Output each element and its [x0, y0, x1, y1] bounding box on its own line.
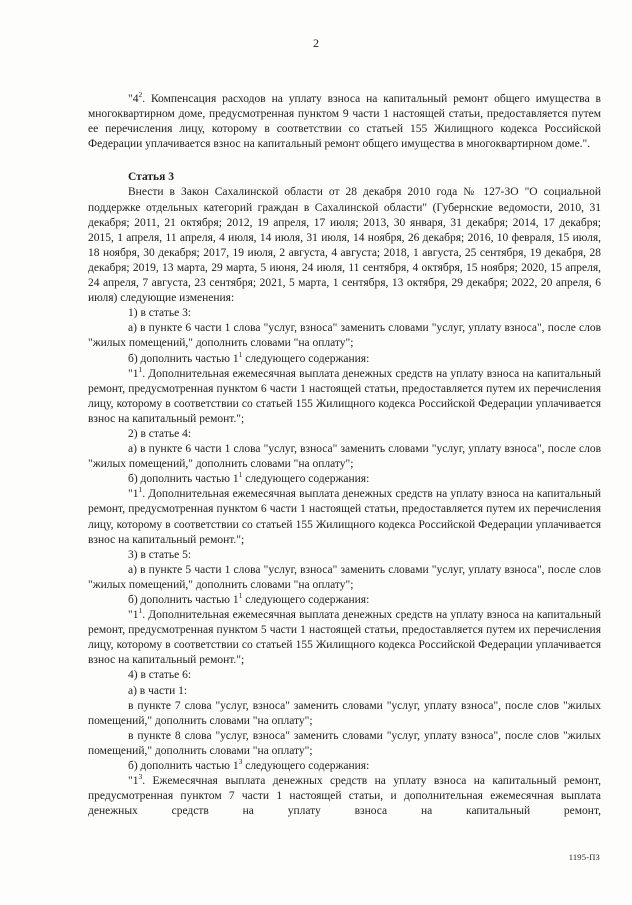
- superscript-mark: 1: [138, 364, 143, 374]
- superscript-mark: 1: [238, 470, 243, 480]
- superscript-mark: 1: [138, 606, 143, 616]
- list-item-article-6: 4) в статье 6:: [128, 669, 192, 682]
- superscript-mark: 1: [138, 485, 143, 495]
- superscript-mark: 1: [238, 591, 243, 601]
- list-item-article-5: 3) в статье 5:: [128, 548, 192, 561]
- paragraph-article-3-b: б) дополнить частью $1^1$ следующего содержания:: [128, 349, 370, 365]
- superscript-mark: 1: [238, 349, 243, 359]
- superscript-mark: 3: [138, 772, 143, 782]
- list-item-part-1: а) в части 1:: [128, 684, 188, 697]
- paragraph-article-5-b: б) дополнить частью $1^1$ следующего содержания:: [128, 591, 370, 606]
- paragraph-article-4-quote: "$1^1$. Дополнительная ежемесячная выплата денежных средств на уплату взноса на капитальный ремонт, предусмотренная пунктом 6 части 1 настоящей статьи, предоставляется путем их перечисления лицу, которому в соответствии со статьей 155 Жилищного кодекса Российской Федерации уплачивается взнос на капитальный ремонт.";: [88, 485, 601, 546]
- list-item-article-4: 2) в статье 4:: [128, 427, 192, 440]
- paragraph-article-5-quote: "$1^1$. Дополнительная ежемесячная выплата денежных средств на уплату взноса на капитальный ремонт, предусмотренная пунктом 5 части 1 настоящей статьи, предоставляется путем их перечисления лицу, которому в соответствии со статьей 155 Жилищного кодекса Российской Федерации уплачивается взнос на капитальный ремонт.";: [88, 606, 601, 667]
- paragraph-article-3-a: а) в пункте 6 части 1 слова "услуг, взноса" заменить словами "услуг, уплату взноса", после слов "жилых помещений," дополнить словами "на оплату";: [88, 322, 601, 350]
- paragraph-article-4-a: а) в пункте 6 части 1 слова "услуг, взноса" заменить словами "услуг, уплату взноса", после слов "жилых помещений," дополнить словами "на оплату";: [88, 443, 601, 471]
- list-item-article-3: 1) в статье 3:: [128, 307, 192, 320]
- paragraph-gap: [88, 152, 601, 170]
- paragraph-article-4-b: б) дополнить частью $1^1$ следующего содержания:: [128, 470, 370, 486]
- document-body: [88, 92, 601, 819]
- superscript-mark: 2: [138, 90, 143, 100]
- paragraph-point-7: в пункте 7 слова "услуг, взноса" заменить словами "услуг, уплату взноса", после слов "жилых помещений," дополнить словами "на оплату";: [88, 699, 601, 727]
- paragraph-article-6-b: б) дополнить частью $1^3$ следующего содержания:: [128, 757, 370, 773]
- superscript-mark: 3: [238, 757, 243, 767]
- paragraph-article-6-quote: "$1^3$. Ежемесячная выплата денежных средств на уплату взноса на капитальный ремонт, предусмотренная пунктом 7 части 1 настоящей статьи, и дополнительная ежемесячная выплата денежных средств на уплату взноса на капитальный ремонт,: [88, 772, 601, 818]
- document-code: 1195-ПЗ: [568, 852, 600, 862]
- paragraph-article-3-quote: "$1^1$. Дополнительная ежемесячная выплата денежных средств на уплату взноса на капитальный ремонт, предусмотренная пунктом 6 части 1 настоящей статьи, предоставляется путем их перечисления лицу, которому в соответствии со статьей 155 Жилищного кодекса Российской Федерации уплачивается взнос на капитальный ремонт.";: [88, 364, 601, 425]
- paragraph-amendment-intro: Внести в Закон Сахалинской области от 28 декабря 2010 года № 127-ЗО "О социальной поддержке отдельных категорий граждан в Сахалинской области" (Губернские ведомости, 2010, 31 декабря; 2011, 21 октября; 2012, 19 апреля, 17 июля; 2013, 30 января, 31 декабря; 2014, 17 декабря; 2015, 1 апреля, 11 апреля, 4 июля, 14 июля, 31 июля, 14 ноября, 26 декабря; 2016, 10 февраля, 15 июля, 18 ноября, 30 декабря; 2017, 19 июля, 2 августа, 4 августа; 2018, 1 августа, 25 сентября, 19 декабря, 28 декабря; 2019, 13 марта, 29 марта, 5 июня, 24 июля, 11 сентября, 4 октября, 15 ноября; 2020, 15 апреля, 24 апреля, 7 августа, 23 сентября; 2021, 5 марта, 1 сентября, 13 октября, 29 декабря; 2022, 20 апреля, 6 июля) следующие изменения:: [88, 186, 601, 305]
- article-heading: Статья 3: [128, 171, 174, 184]
- paragraph-point-8: в пункте 8 слова "услуг, взноса" заменить словами "услуг, уплату взноса", после слов "жилых помещений," дополнить словами "на оплату";: [88, 729, 601, 757]
- page-number: 2: [313, 36, 319, 50]
- paragraph-compensation: "$4^2$. Компенсация расходов на уплату взноса на капитальный ремонт общего имущества в многоквартирном доме, предусмотренная пунктом 9 части 1 настоящей статьи, предоставляется путем ее перечисления лицу, которому в соответствии со статьей 155 Жилищного кодекса Российской Федерации уплачивается взнос на капитальный ремонт общего имущества в многоквартирном доме.".: [88, 90, 601, 151]
- paragraph-article-5-a: а) в пункте 5 части 1 слова "услуг, взноса" заменить словами "услуг, уплату взноса", после слов "жилых помещений," дополнить словами "на оплату";: [88, 563, 601, 591]
